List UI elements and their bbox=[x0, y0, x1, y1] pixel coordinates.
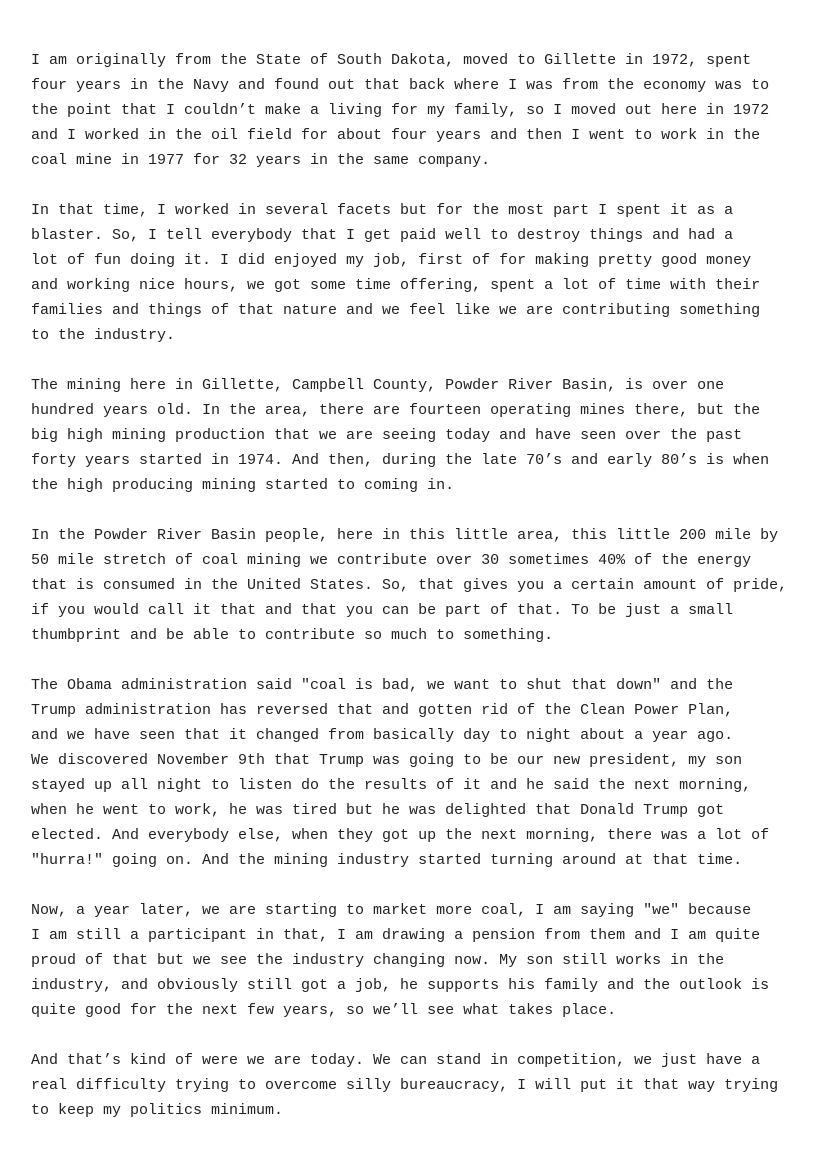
text-line: and we have seen that it changed from basically day to night about a year ago. bbox=[31, 727, 734, 744]
paragraph-2 bbox=[31, 198, 811, 348]
text-line: the high producing mining started to coming in. bbox=[31, 477, 455, 494]
text-line: 50 mile stretch of coal mining we contribute over 30 sometimes 40% of the energy bbox=[31, 552, 752, 569]
text-line: to the industry. bbox=[31, 327, 176, 344]
text-line: lot of fun doing it. I did enjoyed my job, first of for making pretty good money bbox=[31, 252, 752, 269]
text-line: real difficulty trying to overcome silly bureaucracy, I will put it that way trying bbox=[31, 1077, 779, 1094]
text-line: stayed up all night to listen do the results of it and he said the next morning, bbox=[31, 777, 752, 794]
text-line: I am originally from the State of South Dakota, moved to Gillette in 1972, spent bbox=[31, 52, 752, 69]
document-page bbox=[31, 48, 811, 1148]
text-line: proud of that but we see the industry changing now. My son still works in the bbox=[31, 952, 725, 969]
text-line: big high mining production that we are seeing today and have seen over the past bbox=[31, 427, 743, 444]
text-line: and I worked in the oil field for about four years and then I went to work in the bbox=[31, 127, 761, 144]
text-line: that is consumed in the United States. So, that gives you a certain amount of pride, bbox=[31, 577, 788, 594]
text-line: families and things of that nature and we feel like we are contributing something bbox=[31, 302, 761, 319]
text-line: In the Powder River Basin people, here in this little area, this little 200 mile by bbox=[31, 527, 779, 544]
text-line: and working nice hours, we got some time offering, spent a lot of time with their bbox=[31, 277, 761, 294]
paragraph-6 bbox=[31, 898, 811, 1023]
text-line: the point that I couldn’t make a living for my family, so I moved out here in 1972 bbox=[31, 102, 770, 119]
text-line: I am still a participant in that, I am drawing a pension from them and I am quite bbox=[31, 927, 761, 944]
text-line: when he went to work, he was tired but he was delighted that Donald Trump got bbox=[31, 802, 725, 819]
text-line: coal mine in 1977 for 32 years in the same company. bbox=[31, 152, 491, 169]
text-line: thumbprint and be able to contribute so much to something. bbox=[31, 627, 554, 644]
text-line: hundred years old. In the area, there are fourteen operating mines there, but the bbox=[31, 402, 761, 419]
text-line: blaster. So, I tell everybody that I get paid well to destroy things and had a bbox=[31, 227, 734, 244]
text-line: The Obama administration said "coal is bad, we want to shut that down" and the bbox=[31, 677, 734, 694]
text-line: The mining here in Gillette, Campbell County, Powder River Basin, is over one bbox=[31, 377, 725, 394]
text-line: quite good for the next few years, so we’ll see what takes place. bbox=[31, 1002, 617, 1019]
text-line: four years in the Navy and found out that back where I was from the economy was to bbox=[31, 77, 770, 94]
paragraph-3 bbox=[31, 373, 811, 498]
text-line: Trump administration has reversed that and gotten rid of the Clean Power Plan, bbox=[31, 702, 734, 719]
text-line: Now, a year later, we are starting to market more coal, I am saying "we" because bbox=[31, 902, 752, 919]
text-line: In that time, I worked in several facets but for the most part I spent it as a bbox=[31, 202, 734, 219]
text-line: We discovered November 9th that Trump was going to be our new president, my son bbox=[31, 752, 743, 769]
text-line: industry, and obviously still got a job, he supports his family and the outlook is bbox=[31, 977, 770, 994]
text-line: to keep my politics minimum. bbox=[31, 1102, 284, 1119]
text-line: if you would call it that and that you can be part of that. To be just a small bbox=[31, 602, 734, 619]
paragraph-7 bbox=[31, 1048, 811, 1123]
paragraph-5 bbox=[31, 673, 811, 873]
text-line: elected. And everybody else, when they got up the next morning, there was a lot of bbox=[31, 827, 770, 844]
text-line: forty years started in 1974. And then, during the late 70’s and early 80’s is when bbox=[31, 452, 770, 469]
text-line: "hurra!" going on. And the mining industry started turning around at that time. bbox=[31, 852, 743, 869]
text-line: And that’s kind of were we are today. We can stand in competition, we just have a bbox=[31, 1052, 761, 1069]
paragraph-1 bbox=[31, 48, 811, 173]
paragraph-4 bbox=[31, 523, 811, 648]
